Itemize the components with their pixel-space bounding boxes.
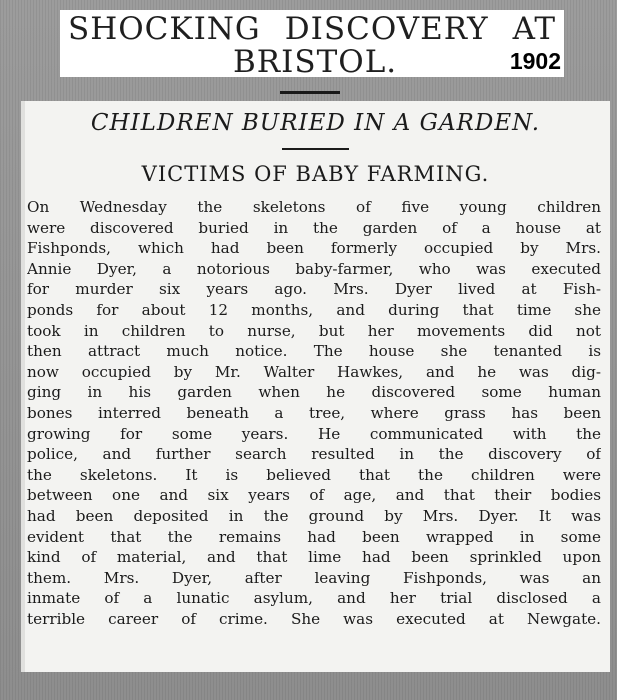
article-line: Annie Dyer, a notorious baby-farmer, who was executed xyxy=(27,259,601,278)
article-subheading: CHILDREN BURIED IN A GARDEN. xyxy=(90,110,541,136)
headline-box xyxy=(60,10,564,80)
article-line: evident that the remains had been wrapped in some xyxy=(27,527,601,546)
article-line: them. Mrs. Dyer, after leaving Fishponds, was an xyxy=(27,568,601,587)
article-line: growing for some years. He communicated with the xyxy=(27,424,601,443)
top-divider-rule xyxy=(280,91,340,94)
article-line: then attract much notice. The house she tenanted is xyxy=(27,342,601,361)
headline-line-1: SHOCKING DISCOVERY AT xyxy=(68,11,556,47)
article-line: the skeletons. It is believed that the children were xyxy=(27,465,601,484)
year-label: 1902 xyxy=(509,48,561,74)
article-column xyxy=(21,101,610,672)
article-body xyxy=(27,197,601,629)
subheading-divider-rule xyxy=(282,148,349,150)
article-line: for murder six years ago. Mrs. Dyer lived at Fish- xyxy=(27,280,601,299)
article-line: ging in his garden when he discovered some human xyxy=(27,383,601,402)
article-line: now occupied by Mr. Walter Hawkes, and he was dig- xyxy=(27,362,601,381)
article-line: were discovered buried in the garden of a house at xyxy=(27,218,601,237)
article-heading: VICTIMS OF BABY FARMING. xyxy=(141,162,490,186)
article-line: bones interred beneath a tree, where grass has been xyxy=(27,403,601,422)
article-line: ponds for about 12 months, and during that time she xyxy=(27,300,601,319)
article-line: inmate of a lunatic asylum, and her trial disclosed a xyxy=(27,589,601,608)
article-line: On Wednesday the skeletons of five young children xyxy=(27,198,601,216)
article-line: took in children to nurse, but her movements did not xyxy=(27,321,601,340)
article-line: had been deposited in the ground by Mrs. Dyer. It was xyxy=(27,506,601,525)
headline-line-2: BRISTOL. xyxy=(233,44,398,80)
article-line: police, and further search resulted in the discovery of xyxy=(27,445,601,464)
article-line: Fishponds, which had been formerly occupied by Mrs. xyxy=(27,239,601,258)
article-line: kind of material, and that lime had been sprinkled upon xyxy=(27,548,601,567)
article-line: between one and six years of age, and that their bodies xyxy=(27,486,601,505)
article-line: terrible career of crime. She was executed at Newgate. xyxy=(27,609,601,628)
